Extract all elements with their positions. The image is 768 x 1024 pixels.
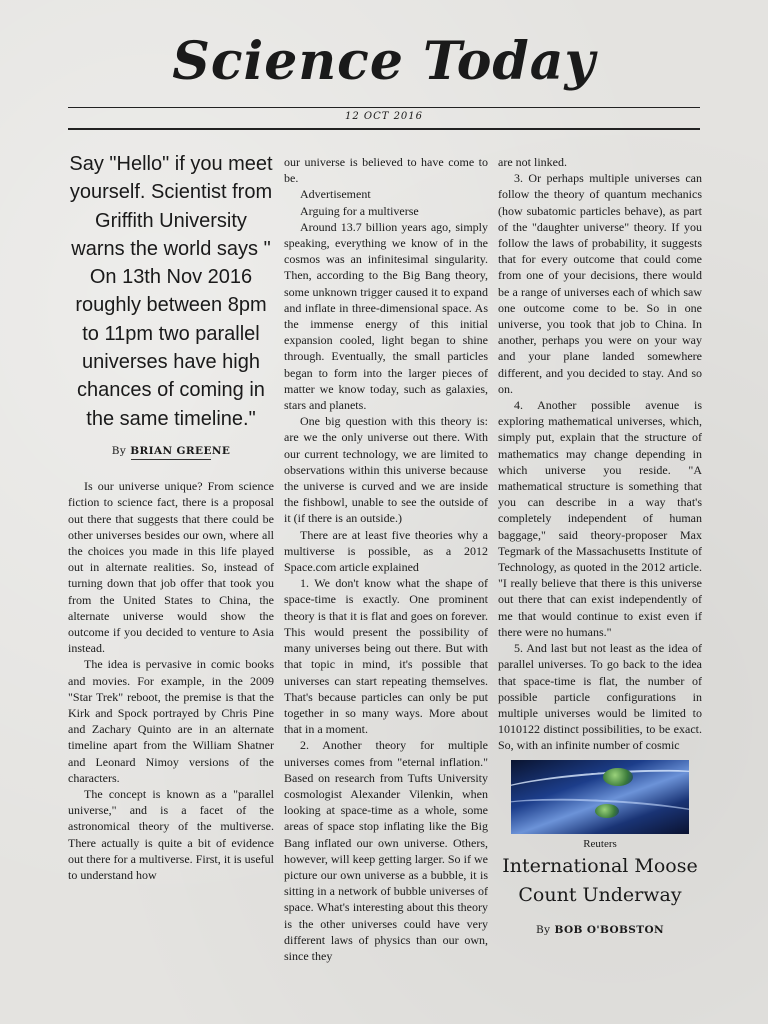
byline-author: BOB O'BOBSTON	[554, 923, 665, 936]
masthead-rule-bottom	[68, 128, 700, 130]
second-byline	[498, 922, 702, 938]
photo-caption: Reuters	[583, 837, 617, 850]
advertisement-label: Advertisement	[300, 187, 371, 202]
masthead-rule-top	[68, 107, 700, 108]
section-subhead: Arguing for a multiverse	[300, 203, 419, 218]
column-1	[68, 150, 274, 883]
article-paragraph: There are at least five theories why a multiverse is possible, as a 2012 Space.com article explained	[284, 527, 488, 575]
article-paragraph: 1. We don't know what the shape of space-time is exactly. One prominent theory is that it is flat and goes on forever. This would present the possibility of many universes being out there. But with that topic in mind, it's possible that universes can start repeating themselves. That's because particles can only be put together in so many ways. More about that in a moment.	[284, 576, 488, 737]
issue-date: 12 OCT 2016	[344, 111, 424, 122]
article-paragraph-continued: our universe is believed to have come to be.	[284, 155, 488, 186]
earth-icon	[595, 804, 619, 818]
column-2	[284, 154, 488, 964]
article-paragraph: Around 13.7 billion years ago, simply speaking, everything we know of in the cosmos was an infinitesimal singularity. Then, according to the Big Bang theory, some unknown trigger caused it to expand and inflate in three-dimensional space. As the immense energy of this initial expansion cooled, light began to shine through. Eventually, the small particles began to form into the larger pieces of matter we know today, such as galaxies, stars and planets.	[284, 219, 488, 413]
article-paragraph-continued: are not linked.	[498, 155, 567, 169]
article-paragraph: 4. Another possible avenue is exploring mathematical universes, which, simply put, explain that the structure of mathematics may change depending in which universe you reside. "A mathematical structure is something that you can describe in a way that's completely independent of human baggage," said theory-proposer Max Tegmark of the Massachusetts Institute of Technology, as quoted in the 2012 article. "I really believe that there is this universe out there that can exist independently of me that would continue to exist even if there were no humans."	[498, 398, 702, 639]
second-headline: International Moose Count Underway	[502, 854, 698, 906]
byline-prefix: By	[111, 444, 127, 457]
article-paragraph: One big question with this theory is: are we the only universe out there. With our current technology, we are limited to observations within this universe because the universe is curved and we are inside the fishbowl, unable to see the outside of it (if there is an outside.)	[284, 414, 488, 526]
article-paragraph: 2. Another theory for multiple universes comes from "eternal inflation." Based on research from Tufts University cosmologist Alexander Vilenkin, when looking at space-time as a whole, some areas of space stop inflating like the Big Bang inflated our own universe. Others, however, will keep getting larger. So if we picture our own universe as a bubble, it is sitting in a network of bubble universes of space. What's interesting about this theory is the other universes could have very different laws of physics than our own, since they	[284, 738, 488, 963]
byline-author: BRIAN GREENE	[130, 444, 231, 457]
article-paragraph: 5. And last but not least as the idea of parallel universes. To go back to the idea that space-time is flat, the number of possible particle configurations in multiple universes would be limited to 1010122 distinct possibilities, to be exact. So, with an infinite number of cosmic	[498, 641, 702, 753]
article-paragraph: The concept is known as a "parallel universe," and is a facet of the astronomical theory of the multiverse. There actually is quite a bit of evidence out there for a multiverse. First, it is useful to understand how	[68, 787, 274, 883]
byline-prefix: By	[535, 923, 551, 936]
article-paragraph: 3. Or perhaps multiple universes can follow the theory of quantum mechanics (how subatomic particles behave), as part of the "daughter universe" theory. If you follow the laws of probability, it suggests that for every outcome that could come from one of your decisions, there would be a range of universes each of which saw one outcome come to be. So in one universe, you took that job to China. In another, perhaps you were on your way and your plane landed somewhere different, and you decided to stay. And so on.	[498, 171, 702, 396]
lead-headline: Say "Hello" if you meet yourself. Scientist from Griffith University warns the world says " On 13th Nov 2016 roughly between 8pm to 11pm two parallel universes have high chances of coming in the same timeline."	[69, 153, 273, 430]
masthead	[68, 22, 700, 102]
byline-separator	[131, 459, 211, 460]
article-paragraph: The idea is pervasive in comic books and movies. For example, in the 2009 "Star Trek" reboot, the premise is that the Kirk and Spock portrayed by Chris Pine and Zachary Quinto are in an alternate timeline apart from the William Shatner and Leonard Nimoy versions of the characters.	[68, 657, 274, 785]
parallel-universes-photo	[511, 760, 689, 834]
lead-byline	[68, 443, 274, 459]
column-3	[498, 154, 702, 938]
newspaper-title: Science Today	[172, 31, 596, 92]
article-paragraph: Is our universe unique? From science fiction to science fact, there is a proposal out there that suggests that there could be other universes besides our own, where all the choices you made in this life played out in alternate realities. So, instead of turning down that job offer that took you from the United States to China, the alternate universe would show the outcome if you decided to venture to Asia instead.	[68, 479, 274, 656]
earth-icon	[603, 768, 633, 786]
